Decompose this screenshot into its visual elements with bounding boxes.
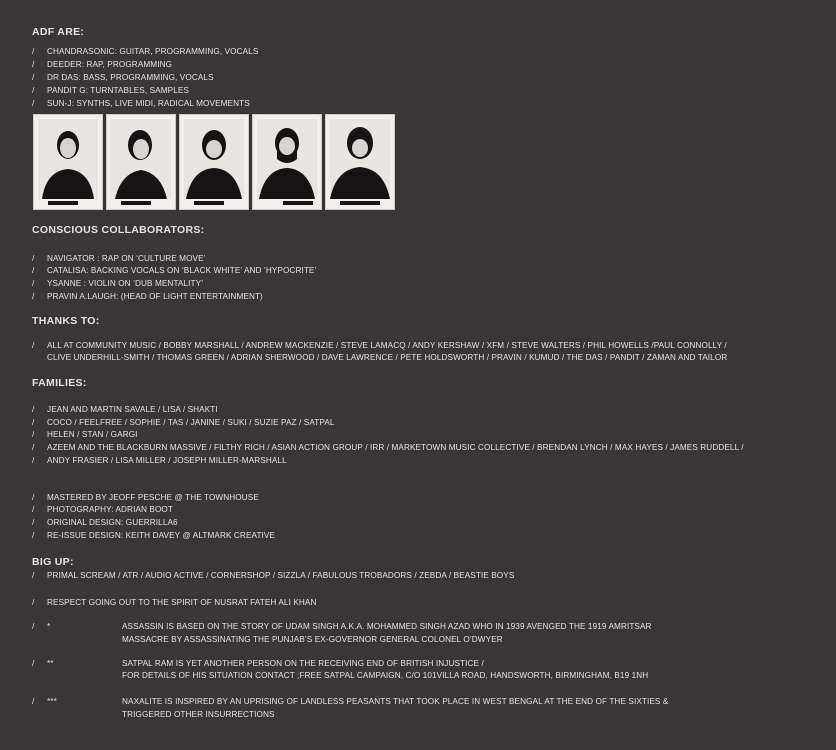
collaborators-heading: CONSCIOUS COLLABORATORS:	[32, 224, 205, 236]
adf-heading: ADF ARE:	[32, 26, 85, 38]
bigup-heading: BIG UP:	[32, 556, 74, 568]
member-photo	[34, 115, 102, 209]
member-photo	[253, 115, 321, 209]
footnote-mark: ***	[47, 697, 57, 706]
member-photo	[326, 115, 394, 209]
footnote-mark: **	[47, 659, 54, 668]
footnote-mark: *	[47, 622, 51, 631]
liner-notes-page: ADF ARE: / CHANDRASONIC: GUITAR, PROGRAMMING, VOCALS / DEEDER: RAP, PROGRAMMING / DR DAS: BASS, PROGRAMMING, VOCALS / PANDIT G: TURNTABLES, SAMPLES / SUN-J: SYNTHS, LIVE MIDI, RADICAL MOVEMENTS CONSCIOUS COLLABORATORS: / NAVIGATOR : RAP ON ‘CULTURE MOVE’ / CATALISA: BACKING VOCALS ON ‘BLACK WHITE’ AND ‘HYPOCRITE’ / YSANNE : VIOLIN ON ‘DUB MENTALITY’ / PRAVIN A.LAUGH: (HEAD OF LIGHT ENTERTAINMENT) THANKS TO: / ALL AT COMMUNITY MUSIC / BOBBY MARSHALL / ANDREW MACKENZIE / STEVE LAMACQ / ANDY KERSHAW / XFM / STEVE WALTERS / PHIL HOWELLS /PAUL CONNOLLY / CLIVE UNDERHILL-SMITH / THOMAS GREEN / ADRIAN SHERWOOD / DAVE LAWRENCE / PETE HOLDSWORTH / PRAVIN / KUMUD / THE DAS / PANDIT / ZAMAN AND TAILOR FAMILIES: / JEAN AND MARTIN SAVALE / LISA / SHAKTI / COCO / FEELFREE / SOPHIE / TAS / JANINE / SUKI / SUZIE PAZ / SATPAL / HELEN / STAN / GARGI / AZEEM AND THE BLACKBURN MASSIVE / FILTHY RICH / ASIAN ACTION GROUP / IRR / MARKETOWN MUSIC COLLECTIVE / BRENDAN LYNCH / MAX HAYES / JAMES RUDDELL / / ANDY FRASIER / LISA MILLER / JOSEPH MILLER-MARSHALL / MASTERED BY JEOFF PESCHE @ THE TOWNHOUSE / PHOTOGRAPHY: ADRIAN BOOT / ORIGINAL DESIGN: GUERRILLA6 / RE-ISSUE DESIGN: KEITH DAVEY @ ALTMARK CREATIVE BIG UP: / PRIMAL SCREAM / ATR / AUDIO ACTIVE / CORNERSHOP / SIZZLA / FABULOUS TROBADORS / ZEBDA / BEASTIE BOYS / RESPECT GOING OUT TO THE SPIRIT OF NUSRAT FATEH ALI KHAN / * ASSASSIN IS BASED ON THE STORY OF UDAM SINGH A.K.A. MOHAMMED SINGH AZAD WHO IN 1939 AVENGED THE 1919 AMRITSAR MASSACRE BY ASSASSINATING THE PUNJAB’S EX-GOVERNOR GENERAL COLONEL O’DWYER / ** SATPAL RAM IS YET ANOTHER PERSON ON THE RECEIVING END OF BRITISH INJUSTICE / FOR DETAILS OF HIS SITUATION CONTACT ;FREE SATPAL CAMPAIGN, C/O 101VILLA ROAD, HANDSWORTH, BIRMINGHAM, B19 1NH / *** NAXALITE IS INSPIRED BY AN UPRISING OF LANDLESS PEASANTS THAT TOOK PLACE IN WEST BENGAL AT THE END OF THE SIXTIES & TRIGGERED OTHER INSURRECTIONS	[32, 26, 744, 719]
band-photo-strip	[34, 115, 394, 210]
thanks-heading: THANKS TO:	[32, 315, 100, 327]
member-photo	[107, 115, 175, 209]
families-heading: FAMILIES:	[32, 377, 87, 389]
member-photo	[180, 115, 248, 209]
